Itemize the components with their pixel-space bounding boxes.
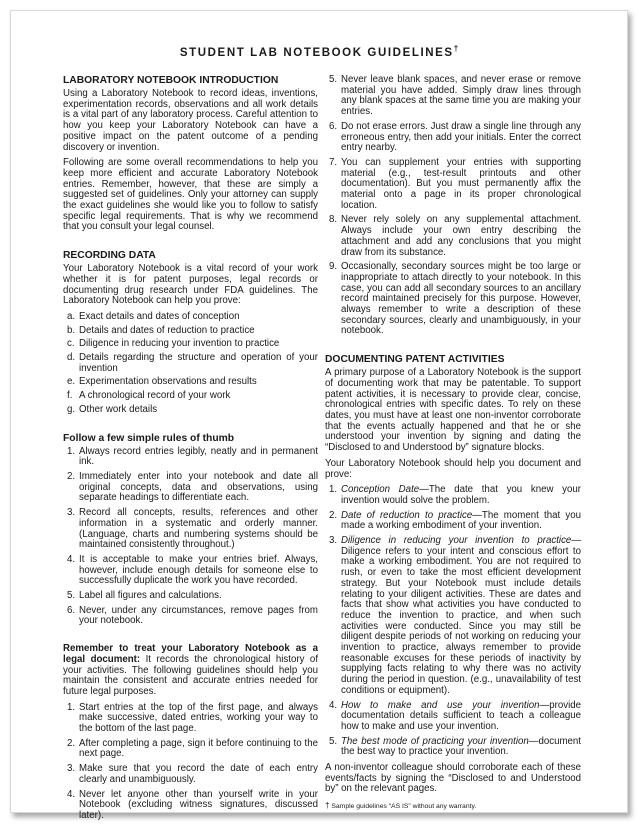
list-item: 3. Diligence in reducing your invention to practice—Diligence refers to your intent and conscious effort to make a working embodiment. You are not required to rush, or even to take the most efficient development strategy. But your Notebook must include details relating to your diligent activities. These are dates and facts that show what activities you have conducted to reduce the invention to practice, and when such activities were conducted. Since you may still be diligent despite periods of not working on reducing your invention to practice, always remember to provide reasonable excuses for these periods of inactivity by supplying facts relating to why there was no activity during the period in question. (e.g., unavailability of test conditions or equipment).	[329, 535, 581, 696]
list-item: 5. The best mode of practicing your invention—document the best way to practice your invention.	[329, 735, 581, 758]
remember-paragraph	[63, 644, 318, 698]
list-item: e. Experimentation observations and results	[67, 376, 257, 388]
list-item: 8. Never rely solely on any supplemental attachment. Always include your own entry describing the attachment and add any conclusions that you might draw from its substance.	[329, 214, 581, 258]
list-item: f. A chronological record of your work	[67, 390, 231, 402]
list-item: 2. Immediately enter into your notebook and date all original concepts, data and observations, using separate headings to differentiate each.	[67, 470, 318, 504]
list-item: 2. After completing a page, sign it before continuing to the next page.	[67, 737, 318, 760]
legal-list-continued	[325, 75, 581, 337]
remember-lead: Remember to treat your Laboratory Notebook as a legal document:	[63, 643, 318, 665]
remember-text: It records the chronological history of your activities. The following guidelines should help you maintain the consistent and accurate entries needed for future legal purposes.	[63, 653, 319, 697]
patent-paragraph-2: Your Laboratory Notebook should help you document and prove:	[325, 457, 581, 480]
rules-heading: Follow a few simple rules of thumb	[63, 432, 235, 444]
list-item: b. Details and dates of reduction to practice	[67, 324, 255, 336]
list-item: 6. Do not erase errors. Just draw a single line through any erroneous entry, then add your initials. Enter the correct entry nearby.	[329, 120, 581, 154]
legal-list	[63, 703, 318, 822]
intro-heading: LABORATORY NOTEBOOK INTRODUCTION	[63, 75, 279, 86]
left-column	[63, 75, 318, 827]
intro-paragraph-2: Following are some overall recommendations to help you keep more efficient and accurate Laboratory Notebook entries. Remember, however, that these are simply a suggested set of guidelines. Only your attorney can supply the exact guidelines she would like you to follow to satisfy specific legal requirements. That is why we recommend that you consult your legal counsel.	[63, 157, 318, 233]
title-dagger: †	[453, 44, 459, 53]
patent-paragraph-1: A primary purpose of a Laboratory Notebook is the support of documenting work that may be patentable. To support patent activities, it is necessary to provide clear, concise, chronological entries with specific dates. To rely on these dates, you must have at least one non-inventor corroborate that the events actually happened and that he or she understood your invention by signing and dating the “Disclosed to and Understood by” signature blocks.	[325, 367, 581, 454]
list-item: g. Other work details	[67, 403, 158, 415]
footnote	[325, 801, 581, 811]
list-item: 1. Start entries at the top of the first page, and always make successive, dated entries, working your way to the bottom of the last page.	[67, 701, 318, 735]
list-item: 4. Never let anyone other than yourself write in your Notebook (excluding witness signatures, discussed later).	[67, 788, 318, 821]
list-item: 9. Occasionally, secondary sources might be too large or inappropriate to attach directly to your notebook. In this case, you can add all secondary sources to an ancillary record maintained precisely for this purpose. However, always remember to write a description of these secondary sources, clearly and unambiguously, in your notebook.	[329, 261, 581, 337]
list-item: 1. Conception Date—The date that you knew your invention would solve the problem.	[329, 484, 581, 506]
list-item: 1. Always record entries legibly, neatly and in permanent ink.	[67, 445, 318, 468]
list-item: 4. It is acceptable to make your entries brief. Always, however, include enough details for someone else to successfully duplicate the work you have recorded.	[67, 553, 318, 587]
list-item: c. Diligence in reducing your invention to practice	[67, 338, 280, 350]
list-item: a. Exact details and dates of conception	[67, 310, 240, 322]
list-item: d. Details regarding the structure and operation of your invention	[67, 352, 318, 374]
patent-paragraph-3: A non-inventor colleague should corroborate each of these events/facts by signing the “Disclosed to and Understood by” on the relevant pages.	[325, 762, 581, 795]
document-page	[10, 10, 628, 821]
list-item: 3. Make sure that you record the date of each entry clearly and unambiguously.	[67, 763, 318, 785]
patent-heading: DOCUMENTING PATENT ACTIVITIES	[325, 354, 505, 366]
list-item: 4. How to make and use your invention—provide documentation details sufficient to teach a colleague how to make and use your invention.	[329, 699, 581, 732]
rules-list	[63, 447, 318, 628]
footnote-text: Sample guidelines “AS IS” without any warranty.	[329, 803, 477, 811]
list-item: 7. You can supplement your entries with supporting material (e.g., test-result printouts and other documentation). But you must permanently affix the material onto a page in its proper chronological location.	[329, 156, 581, 211]
page-title	[11, 44, 627, 59]
list-item: 2. Date of reduction to practice—The moment that you made a working embodiment of your invention.	[329, 509, 581, 532]
recording-heading: RECORDING DATA	[63, 250, 156, 262]
footnote-dagger: †	[325, 801, 330, 811]
list-item: 5. Never leave blank spaces, and never erase or remove material you have added. Simply draw lines through any blank spaces at the same time you are making your entries.	[329, 74, 581, 118]
recording-list	[63, 312, 318, 416]
list-item: 6. Never, under any circumstances, remove pages from your notebook.	[67, 604, 318, 627]
recording-paragraph: Your Laboratory Notebook is a vital record of your work whether it is for patent purposes, legal records or documenting drug research under FDA guidelines. The Laboratory Notebook can help you prove:	[63, 263, 318, 307]
list-item: 5. Label all figures and calculations.	[67, 590, 222, 602]
list-item: 3. Record all concepts, results, references and other information in a systematic and orderly manner. (Language, charts and numbering systems should be maintained consistently throughout.)	[67, 507, 318, 551]
title-text: STUDENT LAB NOTEBOOK GUIDELINES	[179, 46, 454, 59]
patent-list	[325, 485, 581, 758]
right-column	[325, 75, 581, 811]
intro-paragraph-1: Using a Laboratory Notebook to record ideas, inventions, experimentation records, observations and all work details is a vital part of any laboratory process. Careful attention to how you keep your Laboratory Notebook can have a positive impact on the patent outcome of a pending discovery or invention.	[63, 88, 318, 153]
